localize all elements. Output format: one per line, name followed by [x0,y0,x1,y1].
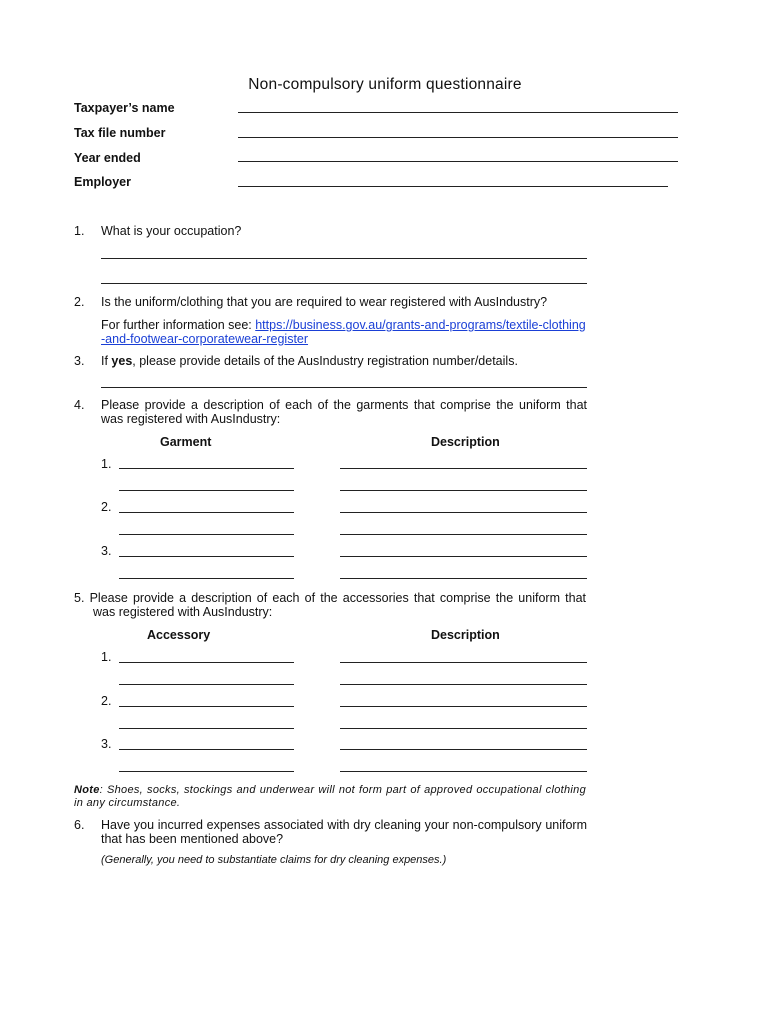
q5-description-line[interactable] [340,684,587,685]
q5-description-line[interactable] [340,706,587,707]
q4-garment-line[interactable] [119,468,294,469]
q5-text [74,591,586,619]
q4-description-line[interactable] [340,490,587,491]
q4-item-number: 3. [101,544,112,558]
employer-field[interactable] [238,186,668,187]
q4-description-line[interactable] [340,578,587,579]
q2-text: Is the uniform/clothing that you are required to wear registered with AusIndustry? [101,295,548,309]
q5-description-heading: Description [431,628,500,642]
q5-description-line[interactable] [340,749,587,750]
note-body: : Shoes, socks, stockings and underwear will not form part of approved occupational clothing in any circumstance. [74,784,586,809]
taxpayer-name-label: Taxpayer’s name [74,101,175,115]
q3-number: 3. [74,354,85,368]
corporatewear-register-link[interactable]: https://business.gov.au/grants-and-programs/textile-clothing-and-footwear-corporatewear-register [101,318,586,346]
q6-number: 6. [74,818,85,832]
q5-accessory-line[interactable] [119,728,294,729]
q5-item-number: 2. [101,694,112,708]
note-label: Note [74,784,100,796]
q4-description-line[interactable] [340,534,587,535]
q4-garment-line[interactable] [119,556,294,557]
taxpayer-name-field[interactable] [238,112,678,113]
q3-answer-line[interactable] [101,387,587,388]
q2-number: 2. [74,295,85,309]
year-ended-field[interactable] [238,161,678,162]
q1-answer-line-1[interactable] [101,258,587,259]
q6-text: Have you incurred expenses associated with dry cleaning your non-compulsory uniform that has been mentioned above? [101,818,587,846]
q4-number: 4. [74,398,85,412]
q5-description-line[interactable] [340,771,587,772]
q1-answer-line-2[interactable] [101,283,587,284]
q4-item-number: 1. [101,457,112,471]
q1-number: 1. [74,224,85,238]
q4-item-number: 2. [101,500,112,514]
q5-description-line[interactable] [340,662,587,663]
q4-garment-line[interactable] [119,512,294,513]
page-title: Non-compulsory uniform questionnaire [248,76,522,93]
q5-description-line[interactable] [340,728,587,729]
tax-file-number-label: Tax file number [74,126,166,140]
q3-text-yes: yes [111,354,133,368]
q4-description-heading: Description [431,435,500,449]
q4-garment-line[interactable] [119,534,294,535]
q5-accessory-line[interactable] [119,749,294,750]
employer-label: Employer [74,175,131,189]
q5-item-number: 3. [101,737,112,751]
q4-description-line[interactable] [340,468,587,469]
q3-text-after: , please provide details of the AusIndustry registration number/details. [132,354,518,368]
note-text [74,784,586,810]
q4-garment-line[interactable] [119,490,294,491]
q5-accessory-line[interactable] [119,771,294,772]
q5-accessory-line[interactable] [119,684,294,685]
q4-description-line[interactable] [340,556,587,557]
q5-text-content: 5. Please provide a description of each of the accessories that comprise the uniform that was registered with AusIndustry: [74,591,586,619]
q4-description-line[interactable] [340,512,587,513]
q5-item-number: 1. [101,650,112,664]
q4-garment-line[interactable] [119,578,294,579]
year-ended-label: Year ended [74,151,141,165]
q5-accessory-line[interactable] [119,662,294,663]
q6-hint: (Generally, you need to substantiate claims for dry cleaning expenses.) [101,854,447,866]
q1-text: What is your occupation? [101,224,242,238]
q3-text [101,354,587,368]
tax-file-number-field[interactable] [238,137,678,138]
q2-info [101,318,587,346]
q3-text-before: If [101,354,112,368]
q4-garment-heading: Garment [160,435,212,449]
q2-info-prefix: For further information see: [101,318,256,332]
q5-accessory-heading: Accessory [147,628,211,642]
q5-accessory-line[interactable] [119,706,294,707]
q4-text: Please provide a description of each of the garments that comprise the uniform that was registered with AusIndustry: [101,398,587,426]
